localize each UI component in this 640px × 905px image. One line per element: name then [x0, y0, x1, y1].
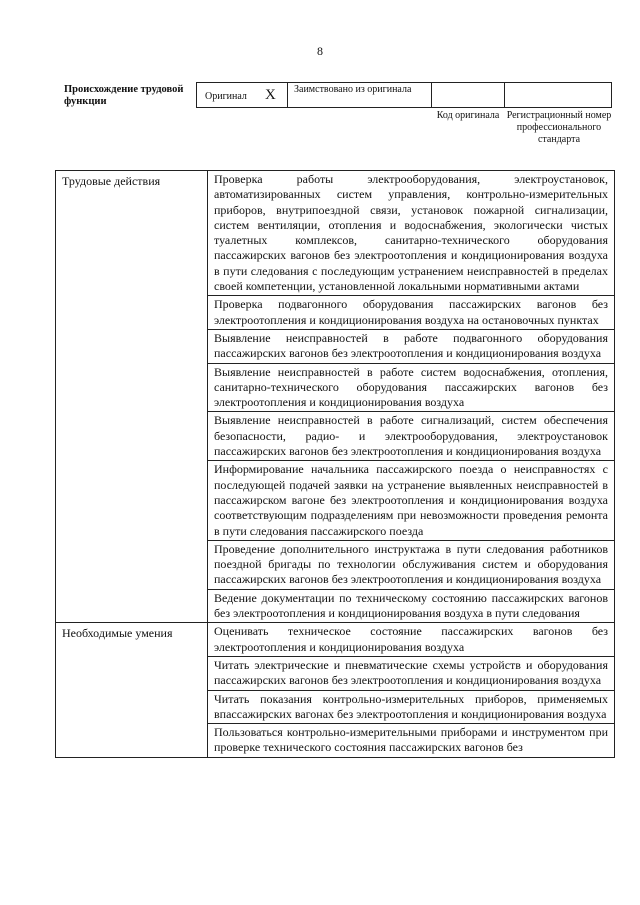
- section-label: Трудовые действия: [56, 171, 208, 623]
- table-row: [56, 623, 615, 757]
- reg-number-box: [504, 82, 612, 108]
- table-row: [56, 171, 615, 623]
- list-item: Информирование начальника пассажирского поезда о неисправностях с последующей подачей заявки на устранение выявленных неисправностей в пассажирском вагоне без электроотопления и кондиционирования воздуха соответствующим подразделениям при невозможности проведения ремонта в пути следования пассажирского поезда: [208, 461, 614, 540]
- code-label: Код оригинала: [436, 110, 500, 121]
- original-mark: X: [265, 87, 276, 103]
- list-item: Выявление неисправностей в работе подвагонного оборудования пассажирских вагонов без электроотопления и кондиционирования воздуха: [208, 330, 614, 364]
- reg-number-label: Регистрационный номер профессионального стандарта: [506, 110, 612, 145]
- list-item: Выявление неисправностей в работе систем водоснабжения, отопления, санитарно-технического оборудования пассажирских вагонов без электроотопления и кондиционирования воздуха: [208, 364, 614, 413]
- list-item: Читать показания контрольно-измерительных приборов, применяемых впассажирских вагонах без электроотопления и кондиционирования воздуха: [208, 691, 614, 725]
- borrowed-box: Заимствовано из оригинала: [287, 82, 432, 108]
- list-item: Оценивать техническое состояние пассажирских вагонов без электроотопления и кондиционирования воздуха: [208, 623, 614, 657]
- section-label: Необходимые умения: [56, 623, 208, 757]
- list-item: Пользоваться контрольно-измерительными приборами и инструментом при проверке технического состояния пассажирских вагонов без: [214, 725, 608, 755]
- list-item: Проведение дополнительного инструктажа в пути следования работников поездной бригады по технологии обслуживания систем и оборудования пассажирских вагонов без электроотопления и кондиционирования воздуха: [208, 541, 614, 590]
- list-item: Проверка работы электрооборудования, электроустановок, автоматизированных систем управления, контрольно-измерительных приборов, внутрипоездной связи, установок пожарной сигнализации, систем вентиляции, отопления и водоснабжения, экологически чистых туалетных комплексов, санитарно-технического оборудования пассажирских вагонов без электроотопления и кондиционирования воздуха в пути следования с последующим устранением неисправностей в пределах своей компетенции, установленной локальными нормативными актами: [208, 171, 614, 296]
- list-item: Проверка подвагонного оборудования пассажирских вагонов без электроотопления и кондиционирования воздуха на остановочных пунктах: [208, 296, 614, 330]
- list-item: Ведение документации по техническому состоянию пассажирских вагонов без электроотопления и кондиционирования воздуха в пути следования: [214, 590, 608, 621]
- section-items: [208, 623, 615, 757]
- section-items: [208, 171, 615, 623]
- original-label: Оригинал: [205, 91, 247, 102]
- function-table: [55, 170, 615, 758]
- page-number: 8: [317, 44, 323, 58]
- list-item: Выявление неисправностей в работе сигнализаций, систем обеспечения безопасности, радио- и электрооборудования, электроустановок пассажирских вагонов без электроотопления и кондиционирования воздуха: [208, 412, 614, 461]
- original-box: [196, 82, 288, 108]
- code-box: [431, 82, 505, 108]
- list-item: Читать электрические и пневматические схемы устройств и оборудования пассажирских вагонов без электроотопления и кондиционирования воздуха: [208, 657, 614, 691]
- origin-label: Происхождение трудовой функции: [64, 84, 184, 107]
